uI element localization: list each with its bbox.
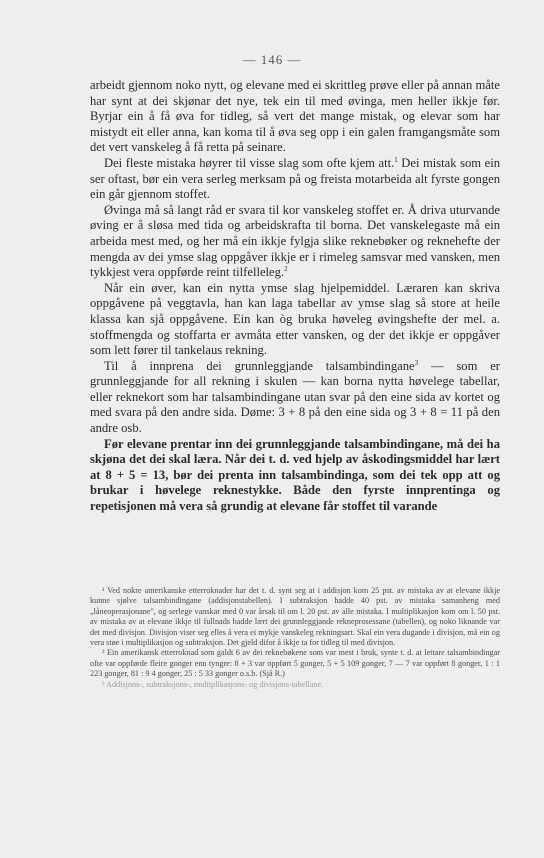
footnotes [90, 586, 500, 690]
footnote-1: ¹ Ved nokre amerikanske etterroknader har det t. d. synt seg at i addisjon kom 25 pst. av mistaka av at elevane ikkje kunne sjølve talsambindingane (addisjonstabellen). I subtraksjon hadde 40 pst. av mistaka samanheng med „låneoperasjonane", og serlege vanskar med 0 var årsak til om l. 20 pst. av alle mistaka. I multiplikasjon kom om l. 50 pst. av mistaka av at elevane ikkje til fullnads hadde lært dei grunnleggjande rekneprosessane (tabellen), og noko liknande var det med divisjon. Divisjon viser seg elles å vera ei mykje vanskeleg rekningsart. Skal ein vera dugande i divisjon, må ein og vera støe i multiplikasjon og subtraksjon. Det gjeld difor å ikkje ta for tidleg til med divisjon. [90, 586, 500, 648]
paragraph-3-text: Øvinga må så langt råd er svara til kor vanskeleg stoffet er. Å driva uturvande øving er å sløsa med tida og arbeidskrafta til borna. Det vanskelegaste må ein arbeida mest med, og her må ein ikkje fylgja slike reknebøker og reknehefte der mengda av dei ymse slag oppgåver ikkje er i rimeleg samsvar med vansken, men tykkjest vera oppførde reint tilfelleleg. [90, 202, 500, 280]
paragraph-5-text: Til å innprena dei grunnleggjande talsambindingane [104, 358, 415, 373]
paragraph-4: Når ein øver, kan ein nytta ymse slag hjelpemiddel. Læraren kan skriva oppgåvene på veggtavla, han kan laga tabellar av ymse slag så store at heile klassa kan sjå oppgåvene. Ein kan òg bruka høveleg øvingshefte der mel. a. stoffmengda og stoffarta er avmåta etter vansken, og der det ikkje er oppgåver som lett fører til tankelaus rekning. [90, 280, 500, 358]
footnote-ref-2: 2 [284, 264, 288, 273]
paragraph-2-text: Dei fleste mistaka høyrer til visse slag som ofte kjem att. [104, 155, 395, 170]
paragraph-2 [90, 156, 500, 203]
body-text [90, 78, 500, 515]
footnote-2: ² Ein amerikansk etterroknad som galdt 6 av dei reknebøkene som var mest i bruk, synte t. d. at lettare talsambindingar ofte var oppførde fleire gonger enn tyngre: 8 + 3 var oppført 5 gonger, 5 + 5 109 gonger, 7 — 7 var oppført 8 gonger, 1 : 1 223 gonger, 81 : 9 4 gonger, 25 : 5 33 gonger o.s.b. (Sjå R.) [90, 648, 500, 679]
paragraph-5 [90, 359, 500, 437]
page-number: — 146 — [242, 52, 302, 67]
footnote-3: ³ Addisjons-, subtraksjons-, multiplikasjons- og divisjons-tabellane. [102, 679, 324, 689]
footnote-ref-1: 1 [394, 155, 398, 164]
paragraph-5-tail: — som er grunnleggjande for all rekning i skulen — kan borna nytta høvelege tabellar, eller reknekort som har talsambindingane utan svar på den eine sida av kortet og med svara på den andre sida. Døme: 3 + 8 på den eine sida og 3 + 8 = 11 på den andre osb. [90, 358, 500, 436]
paragraph-3 [90, 203, 500, 281]
paragraph-6: Før elevane prentar inn dei grunnleggjande talsambindingane, må dei ha skjøna det dei skal læra. Når dei t. d. ved hjelp av åskodingsmiddel har lært at 8 + 5 = 13, bør dei prenta inn talsambindinga, som dei tek opp att og brukar i høvelege reknestykke. Både den fyrste innprentinga og repetisjonen må vera så grundig at elevane får stoffet til varande [90, 436, 500, 514]
paragraph-1: arbeidt gjennom noko nytt, og elevane med ei skrittleg prøve eller på annan måte har synt at dei skjønar det nye, tek ein til med øvinga, men heller ikkje før. Byrjar ein å få øva for tidleg, så vert det mange mistak, og elevar som har mistydt eit eller anna, kan koma til å øva seg opp i ein galen framgangsmåte som det vert vanskeleg å få retta på seinare. [90, 78, 500, 155]
footnote-ref-3: 3 [414, 358, 419, 367]
paragraph-2-tail: Dei mistak som ein ser oftast, bør ein vera serleg merksam på og freista motarbeida alt fyrste gongen ein går gjennom stoffet. [90, 155, 500, 202]
